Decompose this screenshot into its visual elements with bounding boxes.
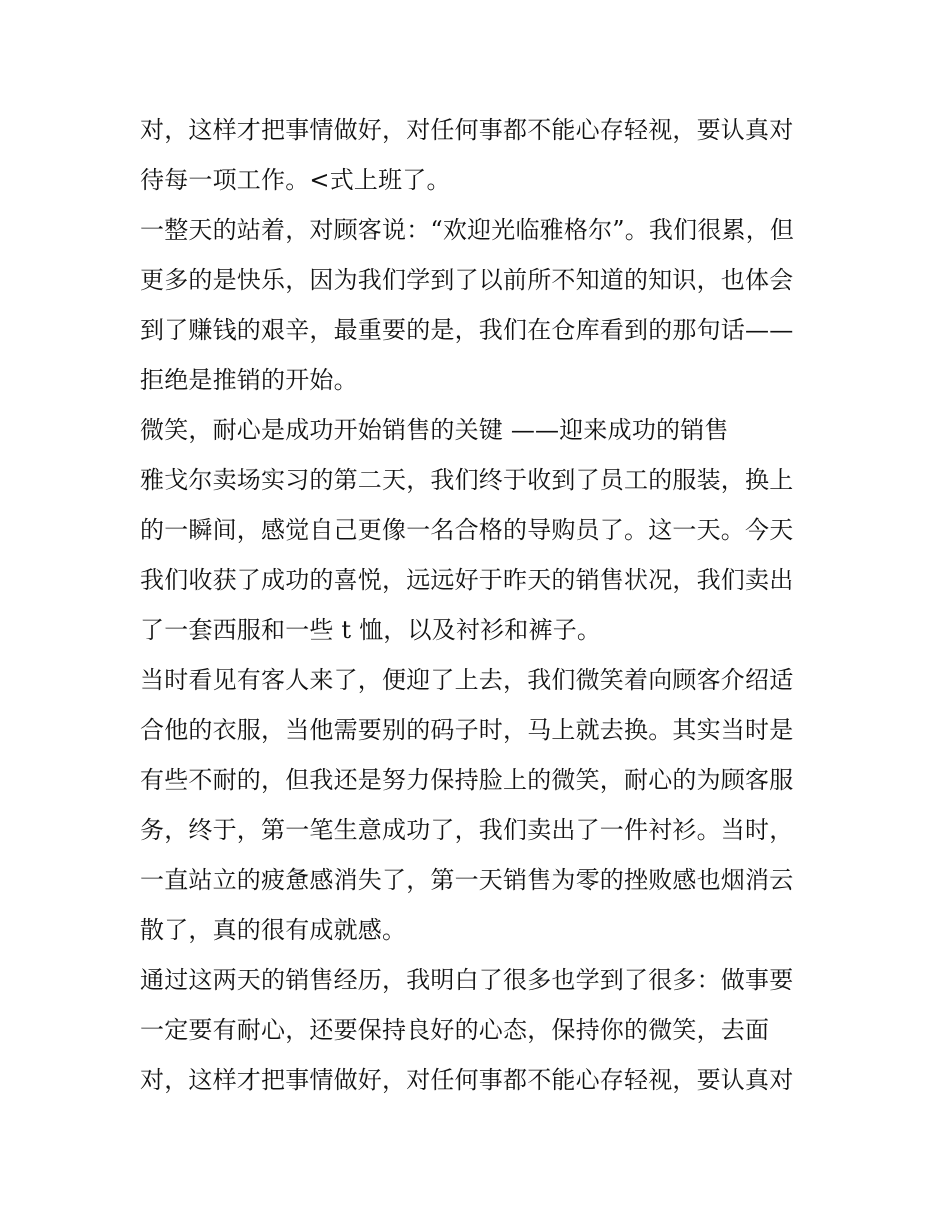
text-line: 务，终于，第一笔生意成功了，我们卖出了一件衬衫。当时， <box>140 816 794 844</box>
text-line: 的一瞬间，感觉自己更像一名合格的导购员了。这一天。今天 <box>140 516 794 544</box>
text-line: 我们收获了成功的喜悦，远远好于昨天的销售状况，我们卖出 <box>140 566 794 594</box>
text-line: 一定要有耐心，还要保持良好的心态，保持你的微笑，去面 <box>140 1016 770 1044</box>
text-line: 更多的是快乐，因为我们学到了以前所不知道的知识，也体会 <box>140 266 794 294</box>
text-line: 微笑，耐心是成功开始销售的关键 ——迎来成功的销售 <box>140 416 729 444</box>
text-line: 一整天的站着，对顾客说：“欢迎光临雅格尔”。我们很累，但 <box>140 216 795 244</box>
text-line: 当时看见有客人来了，便迎了上去，我们微笑着向顾客介绍适 <box>140 666 794 694</box>
text-line: 对，这样才把事情做好，对任何事都不能心存轻视，要认真对 <box>140 116 794 144</box>
text-line: 拒绝是推销的开始。 <box>140 366 358 394</box>
text-line: 有些不耐的，但我还是努力保持脸上的微笑，耐心的为顾客服 <box>140 766 794 794</box>
text-line: 散了，真的很有成就感。 <box>140 916 407 944</box>
text-line: 合他的衣服，当他需要别的码子时，马上就去换。其实当时是 <box>140 716 794 744</box>
document-body <box>140 105 820 1105</box>
text-line: 了一套西服和一些 t 恤，以及衬衫和裤子。 <box>140 616 602 644</box>
text-line: 到了赚钱的艰辛，最重要的是，我们在仓库看到的那句话—— <box>140 316 794 344</box>
text-line: 通过这两天的销售经历，我明白了很多也学到了很多：做事要 <box>140 966 794 994</box>
text-line: 对，这样才把事情做好，对任何事都不能心存轻视，要认真对 <box>140 1066 794 1094</box>
text-line: 待每一项工作。<式上班了。 <box>140 166 451 194</box>
text-line: 雅戈尔卖场实习的第二天，我们终于收到了员工的服装，换上 <box>140 466 794 494</box>
text-line: 一直站立的疲惫感消失了，第一天销售为零的挫败感也烟消云 <box>140 866 794 894</box>
